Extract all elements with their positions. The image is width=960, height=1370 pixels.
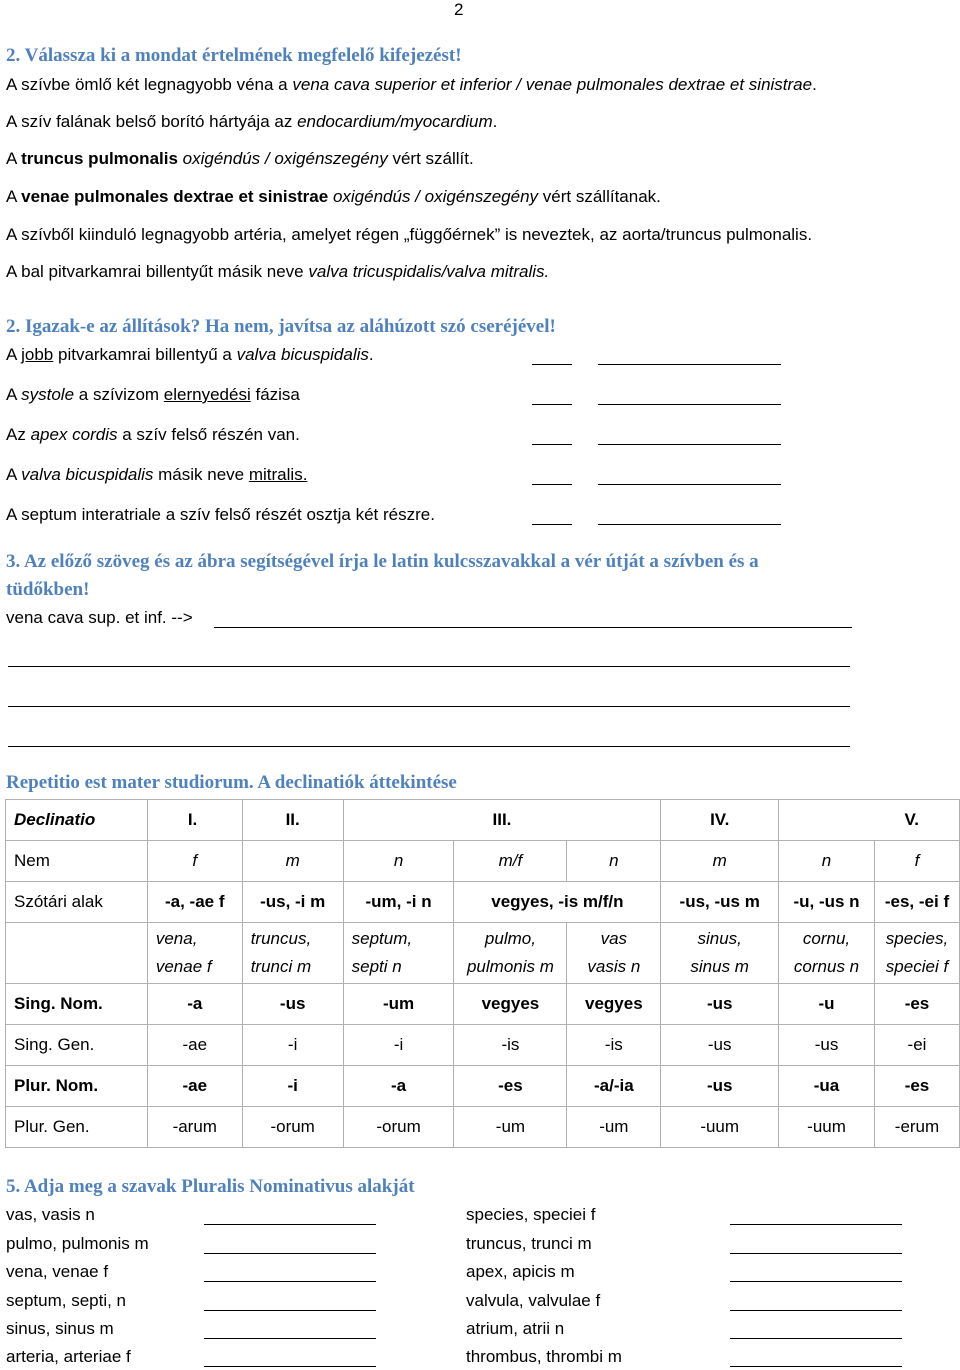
table-header-cell: III. (343, 800, 661, 841)
s2-correction-blank-1[interactable] (598, 364, 781, 365)
s5-word-left: vena, venae f (6, 1262, 109, 1281)
s5-blank-right[interactable] (730, 1253, 902, 1254)
s1-text: A (6, 149, 22, 168)
s1-text: . (812, 75, 817, 94)
table-cell: -orum (242, 1107, 343, 1148)
s5-blank-right[interactable] (730, 1310, 902, 1311)
s2-tf-blank-4[interactable] (532, 484, 572, 485)
table-row-plur-nom (6, 1066, 960, 1107)
s5-row-1 (0, 1205, 960, 1234)
table-cell: n (779, 841, 875, 882)
table-cell: -a, -ae f (147, 882, 242, 923)
s1-text: A szívbe ömlő két legnagyobb véna a (6, 75, 293, 94)
table-cell: -es (874, 984, 959, 1025)
s1-line-1 (6, 75, 817, 95)
s1-text: vért szállítanak. (538, 187, 661, 206)
s2-tf-blank-5[interactable] (532, 524, 572, 525)
table-row-sing-gen (6, 1025, 960, 1066)
table-cell: vegyes (567, 984, 661, 1025)
table-cell: -us (661, 984, 779, 1025)
table-row-plur-gen (6, 1107, 960, 1148)
table-cell: Nem (6, 841, 148, 882)
table-cell: -uum (779, 1107, 875, 1148)
table-cell: vas vasis n (567, 923, 661, 984)
s5-word-right: apex, apicis m (466, 1262, 575, 1281)
s5-word-left: sinus, sinus m (6, 1319, 114, 1338)
table-cell: -ae (147, 1025, 242, 1066)
table-cell: species, speciei f (874, 923, 959, 984)
table-cell: m (661, 841, 779, 882)
table-row-sing-nom (6, 984, 960, 1025)
s2-correction-blank-4[interactable] (598, 484, 781, 485)
s1-text: vért szállít. (387, 149, 474, 168)
s5-word-right: species, speciei f (466, 1205, 596, 1224)
table-cell: -is (454, 1025, 567, 1066)
s1-term: truncus pulmonalis (21, 149, 178, 168)
table-cell: -i (343, 1025, 454, 1066)
s3-answer-line-1[interactable] (214, 627, 852, 628)
section5-title: 5. Adja meg a szavak Pluralis Nominativus alakját (6, 1176, 415, 1197)
table-cell: -um, -i n (343, 882, 454, 923)
table-cell: cornu, cornus n (779, 923, 875, 984)
s2-statement-2 (6, 385, 300, 405)
s5-blank-right[interactable] (730, 1366, 902, 1367)
s2-text: a szív felső részén van. (117, 425, 300, 444)
table-header-cell: IV. (661, 800, 779, 841)
s2-text: A septum interatriale a szív felső részét osztja két részre. (6, 505, 435, 524)
table-cell: m/f (454, 841, 567, 882)
table-cell: n (567, 841, 661, 882)
s5-word-left: vas, vasis n (6, 1205, 95, 1224)
table-cell: -a (147, 984, 242, 1025)
s2-statement-1 (6, 345, 374, 365)
s2-correction-blank-3[interactable] (598, 444, 781, 445)
table-cell: -ae (147, 1066, 242, 1107)
table-cell: -es (454, 1066, 567, 1107)
table-cell: -ua (779, 1066, 875, 1107)
s2-term: valva bicuspidalis (236, 345, 369, 364)
table-header-cell: Declinatio (6, 800, 148, 841)
table-cell: -um (567, 1107, 661, 1148)
table-cell: -us (661, 1025, 779, 1066)
table-cell: septum, septi n (343, 923, 454, 984)
s5-word-right: thrombus, thrombi m (466, 1347, 622, 1366)
s3-answer-line-4[interactable] (8, 746, 850, 747)
s1-text: A (6, 187, 22, 206)
s5-blank-left[interactable] (204, 1310, 376, 1311)
s5-word-right: atrium, atrii n (466, 1319, 565, 1338)
table-cell: -us, -i m (242, 882, 343, 923)
table-cell: Plur. Gen. (6, 1107, 148, 1148)
table-cell: Plur. Nom. (6, 1066, 148, 1107)
s5-word-left: arteria, arteriae f (6, 1347, 131, 1366)
s5-row-6 (0, 1347, 960, 1370)
table-cell: f (874, 841, 959, 882)
table-row-szotari (6, 882, 960, 923)
s1-text: . (492, 112, 498, 131)
table-cell: -u (779, 984, 875, 1025)
s2-text: másik neve (153, 465, 249, 484)
table-cell: -um (454, 1107, 567, 1148)
s1-text[interactable]: A szívből kiinduló legnagyobb artéria, amelyet régen „függőérnek” is neveztek, az aorta/truncus pulmonalis. (6, 225, 813, 244)
table-row-nem (6, 841, 960, 882)
s2-text: A (6, 465, 22, 484)
s2-text: Az (6, 425, 31, 444)
table-cell: -u, -us n (779, 882, 875, 923)
s5-blank-right[interactable] (730, 1281, 902, 1282)
s3-answer-line-2[interactable] (8, 666, 850, 667)
section2-title: 2. Igazak-e az állítások? Ha nem, javítsa az aláhúzott szó cseréjével! (6, 316, 556, 337)
s5-row-3 (0, 1262, 960, 1291)
table-cell: pulmo, pulmonis m (454, 923, 567, 984)
s2-correction-blank-2[interactable] (598, 404, 781, 405)
s5-blank-right[interactable] (730, 1338, 902, 1339)
s2-tf-blank-3[interactable] (532, 444, 572, 445)
s1-text: A szív falának belső borító hártyája az (6, 112, 298, 131)
table-cell: -a (343, 1066, 454, 1107)
s1-choice[interactable]: oxigéndús / oxigénszegény (332, 187, 539, 206)
table-cell: -uum (661, 1107, 779, 1148)
s2-text: pitvarkamrai billentyű a (53, 345, 237, 364)
s2-text: a szívizom (74, 385, 164, 404)
s5-blank-left[interactable] (204, 1253, 376, 1254)
section1-title: 2. Válassza ki a mondat értelmének megfelelő kifejezést! (6, 45, 462, 66)
s5-blank-left[interactable] (204, 1338, 376, 1339)
table-cell (6, 923, 148, 984)
table-cell: f (147, 841, 242, 882)
table-cell: vegyes, -is m/f/n (454, 882, 661, 923)
s5-blank-right[interactable] (730, 1224, 902, 1225)
table-cell: -a/-ia (567, 1066, 661, 1107)
s5-word-right: valvula, valvulae f (466, 1291, 601, 1310)
s1-term: venae pulmonales dextrae et sinistrae (21, 187, 329, 206)
s1-text: A bal pitvarkamrai billentyűt másik neve (6, 262, 309, 281)
table-cell: -es, -ei f (874, 882, 959, 923)
table-cell: -es (874, 1066, 959, 1107)
s1-line-2 (6, 112, 497, 132)
s2-term: systole (21, 385, 75, 404)
table-cell: -ei (874, 1025, 959, 1066)
table-cell: -us (661, 1066, 779, 1107)
s5-word-left: pulmo, pulmonis m (6, 1234, 149, 1253)
s3-start-text: vena cava sup. et inf. --> (6, 608, 193, 627)
table-row-examples (6, 923, 960, 984)
s1-choice[interactable]: oxigéndús / oxigénszegény (182, 149, 388, 168)
section3-title-line2: tüdőkben! (6, 579, 90, 600)
s3-answer-line-3[interactable] (8, 706, 850, 707)
s1-line-6 (6, 262, 549, 282)
section4-title: Repetitio est mater studiorum. A declinatiók áttekintése (6, 772, 457, 793)
s1-choice[interactable]: endocardium/myocardium (297, 112, 493, 131)
s2-statement-4 (6, 465, 307, 485)
s2-underlined-word: jobb (21, 345, 54, 364)
table-cell: n (343, 841, 454, 882)
s5-word-right: truncus, trunci m (466, 1234, 592, 1253)
s5-row-5 (0, 1319, 960, 1348)
s1-line-3 (6, 149, 474, 169)
table-cell: -us (779, 1025, 875, 1066)
table-cell: -is (567, 1025, 661, 1066)
s1-line-5 (6, 225, 812, 245)
s2-term: valva bicuspidalis (21, 465, 154, 484)
s1-choice[interactable]: vena cava superior et inferior / venae pulmonales dextrae et sinistrae (292, 75, 813, 94)
table-cell: truncus, trunci m (242, 923, 343, 984)
table-cell: Sing. Nom. (6, 984, 148, 1025)
page-number: 2 (454, 0, 464, 19)
table-cell: -um (343, 984, 454, 1025)
s5-row-2 (0, 1234, 960, 1263)
s5-word-left: septum, septi, n (6, 1291, 127, 1310)
s1-choice[interactable]: valva tricuspidalis/valva mitralis. (308, 262, 550, 281)
s2-statement-3 (6, 425, 300, 445)
s2-tf-blank-2[interactable] (532, 404, 572, 405)
section3-title-line1: 3. Az előző szöveg és az ábra segítségével írja le latin kulcsszavakkal a vér útját a szívben és a (6, 551, 759, 572)
table-header-cell: II. (242, 800, 343, 841)
table-cell: vena, venae f (147, 923, 242, 984)
s2-underlined-word: mitralis. (248, 465, 308, 484)
table-cell: -us, -us m (661, 882, 779, 923)
table-cell: -i (242, 1025, 343, 1066)
s2-text: A (6, 345, 22, 364)
s2-correction-blank-5[interactable] (598, 524, 781, 525)
s2-text: fázisa (250, 385, 300, 404)
table-cell: vegyes (454, 984, 567, 1025)
s2-underlined-word: elernyedési (163, 385, 251, 404)
table-header-cell: V. (779, 800, 960, 841)
table-cell: -orum (343, 1107, 454, 1148)
s2-text: . (368, 345, 374, 364)
s2-term: apex cordis (30, 425, 118, 444)
table-cell: -i (242, 1066, 343, 1107)
table-header-cell: I. (147, 800, 242, 841)
s5-blank-left[interactable] (204, 1366, 376, 1367)
s2-statement-5 (6, 505, 435, 525)
s1-line-4 (6, 187, 661, 207)
table-header-row (6, 800, 960, 841)
s5-row-4 (0, 1291, 960, 1320)
table-cell: m (242, 841, 343, 882)
s5-blank-left[interactable] (204, 1281, 376, 1282)
s2-tf-blank-1[interactable] (532, 364, 572, 365)
table-cell: -arum (147, 1107, 242, 1148)
table-cell: -erum (874, 1107, 959, 1148)
s5-blank-left[interactable] (204, 1224, 376, 1225)
declension-table (5, 799, 960, 1148)
table-cell: -us (242, 984, 343, 1025)
table-cell: sinus, sinus m (661, 923, 779, 984)
s2-text: A (6, 385, 22, 404)
table-cell: Sing. Gen. (6, 1025, 148, 1066)
table-cell: Szótári alak (6, 882, 148, 923)
